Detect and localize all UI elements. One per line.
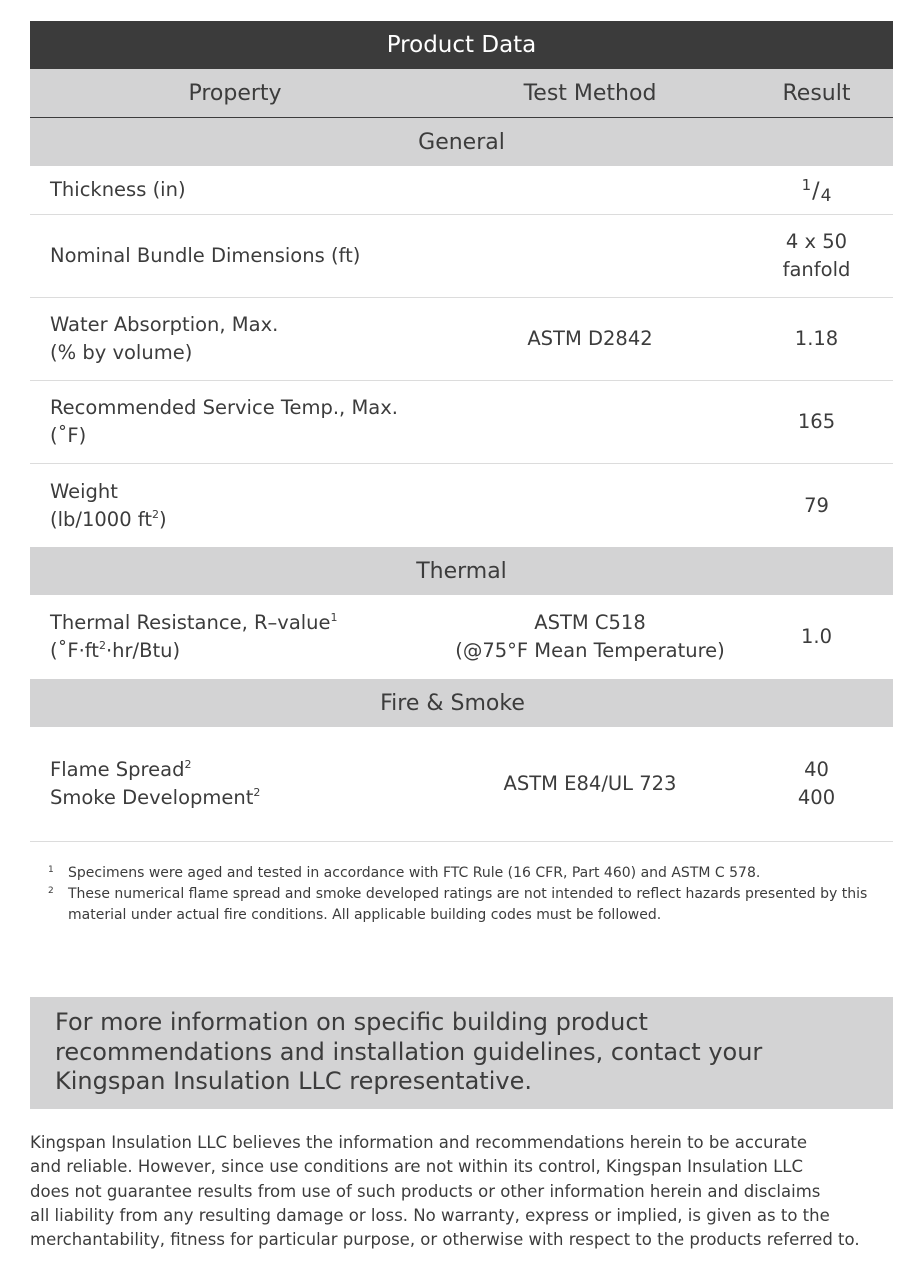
table-header-row [30,69,893,118]
cell-result [740,171,893,210]
property-line: (% by volume) [50,341,193,364]
table-row-water-absorption [30,298,893,381]
callout-line: recommendations and installation guidelines, contact your [55,1037,763,1066]
test-method-line: ASTM C518 [534,611,646,634]
footnote-2 [48,884,893,926]
property-line: Recommended Service Temp., Max. [50,396,398,419]
property-text: ·hr/Btu) [105,639,181,662]
cell-property: Thickness (in) [50,178,186,201]
cell-property [30,609,440,665]
disclaimer-line: does not guarantee results from use of such products or other information herein and disclaims [30,1181,821,1201]
property-line [50,609,440,637]
property-line [50,756,440,784]
result-line: 400 [797,786,836,809]
table-title: Product Data [30,21,893,69]
footnote-mark: 2 [48,886,54,896]
superscript: 2 [151,507,159,521]
cell-property [30,756,440,812]
footnote-text: Specimens were aged and tested in accordance with FTC Rule (16 CFR, Part 460) and ASTM C 578. [68,865,761,881]
property-text: Smoke Development [50,786,254,809]
cell-property [30,311,440,367]
cell-property [30,478,440,534]
table-row-fire-smoke [30,727,893,842]
cell-property: Nominal Bundle Dimensions (ft) [50,244,361,267]
disclaimer-line: Kingspan Insulation LLC believes the information and recommendations herein to be accurate [30,1133,807,1152]
section-fire-smoke: Fire & Smoke [30,679,893,727]
result-line: 4 x 50 [785,230,848,253]
cell-result: 1.0 [800,625,832,648]
cell-result [740,756,893,812]
cell-test-method: ASTM D2842 [527,327,653,350]
result-line: 40 [804,758,829,781]
superscript: 2 [253,786,261,799]
property-text: Thermal Resistance, R–value [50,611,331,634]
callout-line: For more information on specific building product [55,1008,648,1036]
fraction-denominator: 4 [820,185,832,206]
cell-result [740,228,893,284]
section-thermal: Thermal [30,547,893,595]
table-row-bundle [30,215,893,298]
footnote-text: These numerical flame spread and smoke developed ratings are not intended to reflect hazards presented by this material under actual fire conditions. All applicable building codes must be followed. [68,886,868,923]
property-text: ) [158,507,167,531]
header-test-method: Test Method [523,80,657,106]
property-line: (˚F) [50,424,87,447]
footnotes [48,863,893,926]
property-text: Flame Spread [50,758,185,781]
result-line: fanfold [782,258,851,281]
disclaimer-line: merchantability, fitness for particular purpose, or otherwise with respect to the products referred to. [30,1230,860,1250]
property-text: (lb/1000 ft [50,507,152,531]
superscript: 2 [98,639,106,652]
fraction-numerator: 1 [801,175,812,194]
footnote-mark: 1 [48,865,54,875]
table-row-service-temp [30,381,893,464]
product-data-table [30,21,893,842]
cell-test-method: ASTM E84/UL 723 [503,772,677,795]
cell-property [30,394,440,450]
property-line: Weight [50,479,118,503]
section-general: General [30,118,893,166]
disclaimer [30,1131,905,1252]
property-line [50,784,440,812]
contact-callout [30,997,893,1109]
cell-result: 1.18 [794,327,839,350]
cell-result: 79 [804,493,829,517]
property-line [50,637,440,665]
table-row-thickness [30,166,893,215]
fraction-value [801,175,832,206]
property-line: Water Absorption, Max. [50,313,279,336]
cell-test-method [440,609,740,665]
header-result: Result [782,80,851,106]
table-row-thermal-resistance [30,595,893,679]
fraction-slash: / [812,178,820,204]
property-text: (˚F·ft [50,639,99,662]
cell-result: 165 [797,410,836,433]
superscript: 1 [330,611,338,624]
disclaimer-line: all liability from any resulting damage or loss. No warranty, express or implied, is given as to the [30,1205,830,1225]
disclaimer-line: and reliable. However, since use conditions are not within its control, Kingspan Insulation LLC [30,1157,803,1177]
property-line [50,506,440,534]
header-property: Property [188,80,282,106]
test-method-line: (@75°F Mean Temperature) [455,639,725,662]
table-row-weight [30,464,893,547]
superscript: 2 [184,758,192,771]
callout-line: Kingspan Insulation LLC representative. [55,1067,532,1095]
footnote-1 [48,863,893,884]
